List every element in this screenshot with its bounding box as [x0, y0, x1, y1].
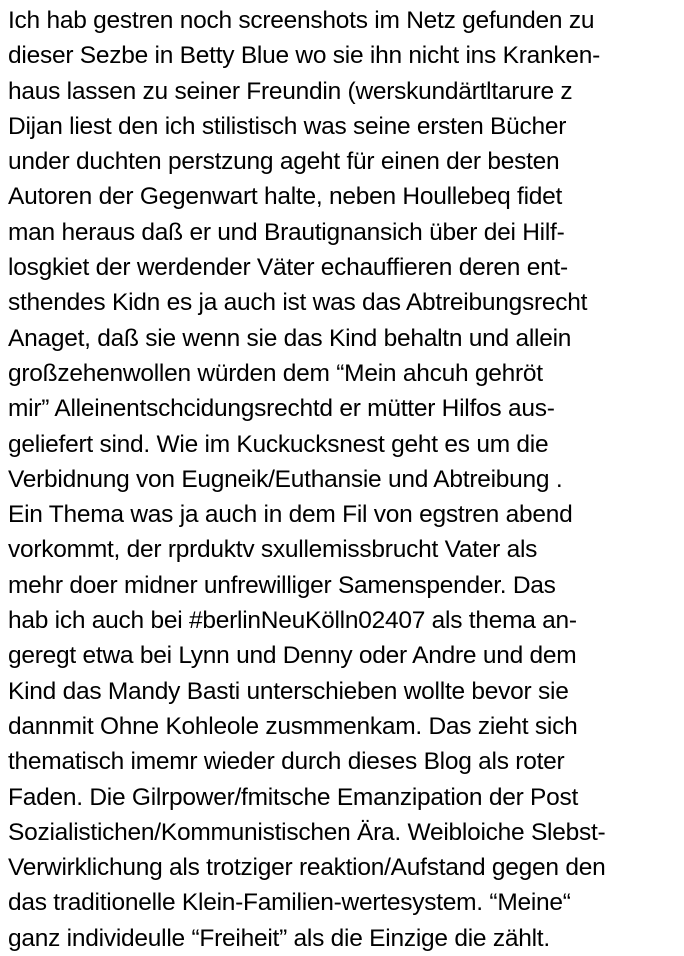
text-line: großzehenwollen würden dem “Mein ahcuh gehröt — [8, 359, 543, 387]
body-text — [8, 3, 684, 956]
text-line: Kind das Mandy Basti unterschieben wollte bevor sie — [8, 677, 569, 705]
text-line: Faden. Die Gilrpower/fmitsche Emanzipation der Post — [8, 783, 579, 811]
text-line: Autoren der Gegenwart halte, neben Houllebeq fidet — [8, 183, 563, 211]
text-line: geregt etwa bei Lynn und Denny oder Andre und dem — [8, 642, 577, 670]
text-line: sthendes Kidn es ja auch ist was das Abtreibungsrecht — [8, 289, 588, 317]
text-line: under duchten perstzung ageht für einen der besten — [8, 148, 560, 176]
text-line: Dijan liest den ich stilistisch was seine ersten Bücher — [8, 112, 567, 140]
text-line: Anaget, daß sie wenn sie das Kind behaltn und allein — [8, 324, 572, 352]
text-line: hab ich auch bei #berlinNeuKölln02407 als thema an- — [8, 607, 577, 635]
text-line: man heraus daß er und Brautignansich über dei Hilf- — [8, 218, 565, 246]
text-line: dannmit Ohne Kohleole zusmmenkam. Das zieht sich — [8, 712, 578, 740]
text-line: ganz individeulle “Freiheit” als die Einzige die zählt. — [8, 924, 550, 952]
text-line: losgkiet der werdender Väter echauffieren deren ent- — [8, 254, 568, 282]
text-line: Verbidnung von Eugneik/Euthansie und Abtreibung . — [8, 465, 563, 493]
text-line: vorkommt, der rprduktv sxullemissbrucht Vater als — [8, 536, 538, 564]
text-line: Sozialistichen/Kommunistischen Ära. Weibloiche Slebst- — [8, 818, 606, 846]
text-line: dieser Sezbe in Betty Blue wo sie ihn nicht ins Kranken- — [8, 42, 601, 70]
text-line: das traditionelle Klein-Familien-wertesystem. “Meine“ — [8, 889, 571, 917]
text-line: thematisch imemr wieder durch dieses Blog als roter — [8, 748, 565, 776]
text-line: geliefert sind. Wie im Kuckucksnest geht es um die — [8, 430, 549, 458]
text-line: Ich hab gestren noch screenshots im Netz gefunden zu — [8, 7, 595, 34]
text-line: Ein Thema was ja auch in dem Fil von egstren abend — [8, 501, 573, 529]
text-line: mehr doer midner unfrewilliger Samenspender. Das — [8, 571, 556, 599]
text-line: mir” Alleinentschcidungsrechtd er mütter Hilfos aus- — [8, 395, 555, 423]
text-line: haus lassen zu seiner Freundin (werskundärtltarure z — [8, 77, 573, 105]
text-line: Verwirklichung als trotziger reaktion/Aufstand gegen den — [8, 854, 606, 882]
